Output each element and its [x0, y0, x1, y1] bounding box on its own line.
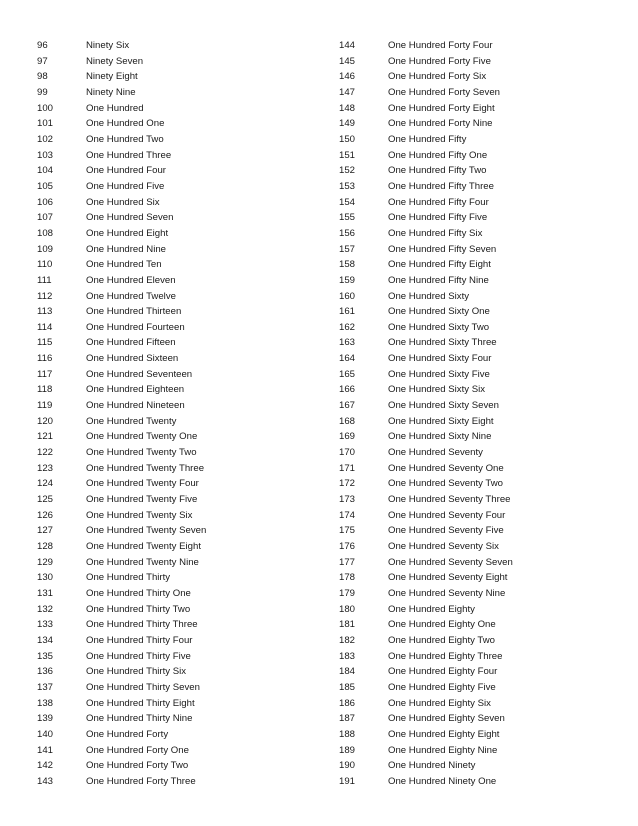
number-in-words: Ninety Eight — [86, 71, 138, 83]
number-in-words: One Hundred Forty — [86, 728, 169, 740]
number-value: 125 — [37, 494, 54, 506]
number-in-words: One Hundred Thirteen — [86, 306, 182, 318]
number-value: 97 — [37, 55, 48, 67]
number-in-words: One Hundred Twenty Five — [86, 494, 198, 506]
number-in-words: One Hundred Seventy Two — [388, 478, 504, 490]
number-in-words: One Hundred Thirty Nine — [86, 713, 193, 725]
number-value: 147 — [339, 86, 356, 98]
number-in-words: One Hundred Twenty Two — [86, 447, 197, 459]
number-in-words: One Hundred Twenty Three — [86, 462, 205, 474]
number-value: 121 — [37, 431, 54, 443]
number-value: 182 — [339, 634, 356, 646]
number-in-words: One Hundred Forty One — [86, 744, 189, 756]
number-value: 128 — [37, 541, 54, 552]
number-in-words: One Hundred Twenty Nine — [86, 556, 199, 568]
number-in-words: One Hundred Eighty — [388, 603, 475, 615]
number-value: 136 — [37, 666, 54, 678]
number-in-words: One Hundred Ten — [86, 259, 162, 271]
number-value: 96 — [37, 40, 48, 51]
number-value: 104 — [37, 165, 54, 177]
number-value: 138 — [37, 697, 54, 709]
number-value: 141 — [37, 744, 54, 756]
number-value: 158 — [339, 259, 356, 271]
number-value: 122 — [37, 447, 54, 459]
number-in-words: One Hundred Eighty Two — [388, 634, 496, 646]
number-value: 151 — [339, 149, 356, 161]
number-in-words: One Hundred Fifty Six — [388, 227, 483, 239]
number-value: 107 — [37, 212, 54, 224]
number-in-words: One Hundred Eighty Seven — [388, 713, 505, 725]
number-in-words: One Hundred Forty Nine — [388, 118, 493, 130]
number-in-words: One Hundred Seventy Eight — [388, 572, 508, 584]
number-value: 124 — [37, 478, 54, 490]
number-in-words: One Hundred Sixty — [388, 290, 470, 302]
number-in-words: One Hundred Forty Five — [388, 55, 491, 67]
number-value: 98 — [37, 71, 48, 83]
number-in-words: One Hundred Sixteen — [86, 353, 179, 365]
number-in-words: One Hundred Eighty One — [388, 619, 496, 631]
number-value: 118 — [37, 384, 53, 396]
number-in-words: One Hundred Fifteen — [86, 337, 176, 349]
number-in-words: One Hundred Thirty Four — [86, 634, 193, 646]
number-value: 115 — [37, 337, 53, 349]
number-in-words: Ninety Seven — [86, 55, 144, 67]
number-in-words: One Hundred Five — [86, 180, 165, 192]
number-in-words: One Hundred Eighty Four — [388, 666, 498, 678]
number-value: 102 — [37, 133, 54, 145]
number-value: 143 — [37, 775, 54, 787]
number-in-words: One Hundred Seventy One — [388, 462, 504, 474]
number-in-words: One Hundred Twenty Six — [86, 509, 193, 521]
number-value: 114 — [37, 321, 53, 333]
number-in-words: One Hundred Thirty Three — [86, 619, 198, 631]
number-value: 110 — [37, 259, 53, 271]
number-in-words: One Hundred Four — [86, 165, 166, 177]
number-value: 120 — [37, 415, 54, 427]
number-in-words: One Hundred Eight — [86, 227, 169, 239]
number-value: 145 — [339, 55, 356, 67]
number-in-words: One Hundred One — [86, 118, 165, 130]
number-value: 188 — [339, 728, 356, 740]
number-in-words: One Hundred Seven — [86, 212, 174, 224]
number-in-words: One Hundred Twelve — [86, 290, 176, 302]
number-value: 185 — [339, 681, 356, 693]
number-value: 190 — [339, 760, 356, 772]
number-value: 191 — [339, 775, 356, 787]
number-value: 175 — [339, 525, 356, 537]
number-value: 130 — [37, 572, 54, 584]
number-value: 119 — [37, 400, 53, 412]
number-in-words: One Hundred Forty Seven — [388, 86, 500, 98]
number-value: 105 — [37, 180, 54, 192]
number-in-words: One Hundred Ninety One — [388, 775, 497, 787]
number-in-words: One Hundred Sixty Eight — [388, 415, 494, 427]
number-in-words: One Hundred Twenty One — [86, 431, 198, 443]
number-in-words: One Hundred Seventy — [388, 447, 483, 459]
number-value: 155 — [339, 212, 356, 224]
number-value: 146 — [339, 71, 356, 83]
number-in-words: One Hundred Thirty Two — [86, 603, 191, 615]
number-value: 152 — [339, 165, 356, 177]
number-in-words: One Hundred Nineteen — [86, 400, 185, 412]
number-value: 113 — [37, 306, 53, 318]
number-value: 117 — [37, 368, 53, 380]
number-value: 108 — [37, 227, 54, 239]
number-value: 144 — [339, 40, 356, 51]
number-in-words: One Hundred Eleven — [86, 274, 176, 286]
number-in-words: One Hundred Thirty Seven — [86, 681, 200, 693]
number-value: 157 — [339, 243, 356, 255]
number-value: 176 — [339, 541, 356, 552]
number-in-words: One Hundred Fifty Three — [388, 180, 494, 192]
number-value: 173 — [339, 494, 356, 506]
number-in-words: One Hundred Sixty One — [388, 306, 490, 318]
number-in-words: One Hundred Sixty Four — [388, 353, 492, 365]
number-value: 166 — [339, 384, 356, 396]
number-in-words: One Hundred Sixty Three — [388, 337, 497, 349]
number-in-words: One Hundred Sixty Nine — [388, 431, 492, 443]
number-value: 123 — [37, 462, 54, 474]
number-in-words: One Hundred Twenty Eight — [86, 541, 202, 552]
number-in-words: One Hundred Fifty Nine — [388, 274, 489, 286]
number-value: 148 — [339, 102, 356, 114]
number-in-words: One Hundred Fifty Four — [388, 196, 489, 208]
number-in-words: One Hundred Three — [86, 149, 172, 161]
number-in-words: One Hundred Six — [86, 196, 160, 208]
number-value: 100 — [37, 102, 54, 114]
number-value: 126 — [37, 509, 54, 521]
number-value: 101 — [37, 118, 54, 130]
number-in-words: One Hundred Sixty Six — [388, 384, 486, 396]
number-value: 134 — [37, 634, 54, 646]
number-in-words: One Hundred Seventy Three — [388, 494, 511, 506]
number-in-words: One Hundred Fifty Five — [388, 212, 488, 224]
number-value: 109 — [37, 243, 54, 255]
number-value: 162 — [339, 321, 356, 333]
number-value: 116 — [37, 353, 53, 365]
number-in-words: One Hundred Fifty Seven — [388, 243, 497, 255]
number-in-words: One Hundred Eighteen — [86, 384, 185, 396]
number-value: 161 — [339, 306, 356, 318]
number-value: 189 — [339, 744, 356, 756]
number-in-words: One Hundred Twenty — [86, 415, 177, 427]
number-in-words: One Hundred Thirty Six — [86, 666, 187, 678]
number-in-words: One Hundred Seventy Nine — [388, 587, 506, 599]
number-in-words: Ninety Six — [86, 40, 130, 51]
number-value: 127 — [37, 525, 54, 537]
number-in-words: One Hundred Eighty Five — [388, 681, 496, 693]
number-value: 167 — [339, 400, 356, 412]
number-value: 139 — [37, 713, 54, 725]
number-value: 181 — [339, 619, 356, 631]
number-value: 164 — [339, 353, 356, 365]
number-in-words: One Hundred Nine — [86, 243, 166, 255]
number-value: 169 — [339, 431, 356, 443]
number-value: 171 — [339, 462, 356, 474]
number-in-words: One Hundred Eighty Six — [388, 697, 491, 709]
number-in-words: One Hundred Seventy Six — [388, 541, 499, 552]
number-value: 106 — [37, 196, 54, 208]
number-in-words: Ninety Nine — [86, 86, 136, 98]
number-value: 180 — [339, 603, 356, 615]
number-in-words: One Hundred Sixty Two — [388, 321, 490, 333]
number-value: 163 — [339, 337, 356, 349]
number-in-words: One Hundred Twenty Four — [86, 478, 199, 490]
number-value: 186 — [339, 697, 356, 709]
number-in-words: One Hundred Seventeen — [86, 368, 193, 380]
number-value: 160 — [339, 290, 356, 302]
number-value: 174 — [339, 509, 356, 521]
number-value: 154 — [339, 196, 356, 208]
number-value: 142 — [37, 760, 54, 772]
number-in-words: One Hundred Seventy Seven — [388, 556, 513, 568]
number-in-words: One Hundred Thirty One — [86, 587, 191, 599]
number-in-words: One Hundred Eighty Three — [388, 650, 503, 662]
number-in-words: One Hundred Fifty Two — [388, 165, 487, 177]
number-value: 156 — [339, 227, 356, 239]
number-value: 168 — [339, 415, 356, 427]
number-value: 111 — [37, 274, 52, 286]
number-in-words: One Hundred Forty Two — [86, 760, 189, 772]
number-in-words: One Hundred Ninety — [388, 760, 476, 772]
number-in-words: One Hundred Fifty Eight — [388, 259, 491, 271]
number-in-words: One Hundred Forty Three — [86, 775, 196, 787]
number-in-words: One Hundred Forty Eight — [388, 102, 495, 114]
number-value: 165 — [339, 368, 356, 380]
number-value: 159 — [339, 274, 356, 286]
number-value: 183 — [339, 650, 356, 662]
number-in-words: One Hundred Thirty — [86, 572, 171, 584]
number-value: 149 — [339, 118, 356, 130]
number-value: 131 — [37, 587, 54, 599]
number-in-words: One Hundred Two — [86, 133, 164, 145]
number-in-words: One Hundred Fifty One — [388, 149, 488, 161]
number-in-words: One Hundred Fifty — [388, 133, 467, 145]
number-value: 135 — [37, 650, 54, 662]
number-in-words: One Hundred Twenty Seven — [86, 525, 207, 537]
number-in-words: One Hundred Thirty Eight — [86, 697, 195, 709]
number-value: 112 — [37, 290, 53, 302]
number-in-words: One Hundred Forty Four — [388, 40, 493, 51]
number-value: 178 — [339, 572, 356, 584]
number-value: 129 — [37, 556, 54, 568]
number-value: 172 — [339, 478, 356, 490]
number-value: 137 — [37, 681, 54, 693]
number-value: 133 — [37, 619, 54, 631]
number-value: 153 — [339, 180, 356, 192]
number-in-words: One Hundred — [86, 102, 144, 114]
number-in-words: One Hundred Seventy Five — [388, 525, 504, 537]
number-in-words: One Hundred Sixty Seven — [388, 400, 499, 412]
number-in-words: One Hundred Thirty Five — [86, 650, 191, 662]
number-value: 99 — [37, 86, 48, 98]
number-in-words: One Hundred Eighty Eight — [388, 728, 500, 740]
number-value: 132 — [37, 603, 54, 615]
number-value: 150 — [339, 133, 356, 145]
number-value: 179 — [339, 587, 356, 599]
number-value: 140 — [37, 728, 54, 740]
number-in-words: One Hundred Sixty Five — [388, 368, 490, 380]
number-value: 170 — [339, 447, 356, 459]
number-in-words: One Hundred Fourteen — [86, 321, 185, 333]
number-value: 187 — [339, 713, 356, 725]
number-value: 184 — [339, 666, 356, 678]
number-value: 103 — [37, 149, 54, 161]
number-in-words: One Hundred Forty Six — [388, 71, 487, 83]
number-in-words: One Hundred Seventy Four — [388, 509, 506, 521]
number-in-words: One Hundred Eighty Nine — [388, 744, 498, 756]
number-value: 177 — [339, 556, 356, 568]
